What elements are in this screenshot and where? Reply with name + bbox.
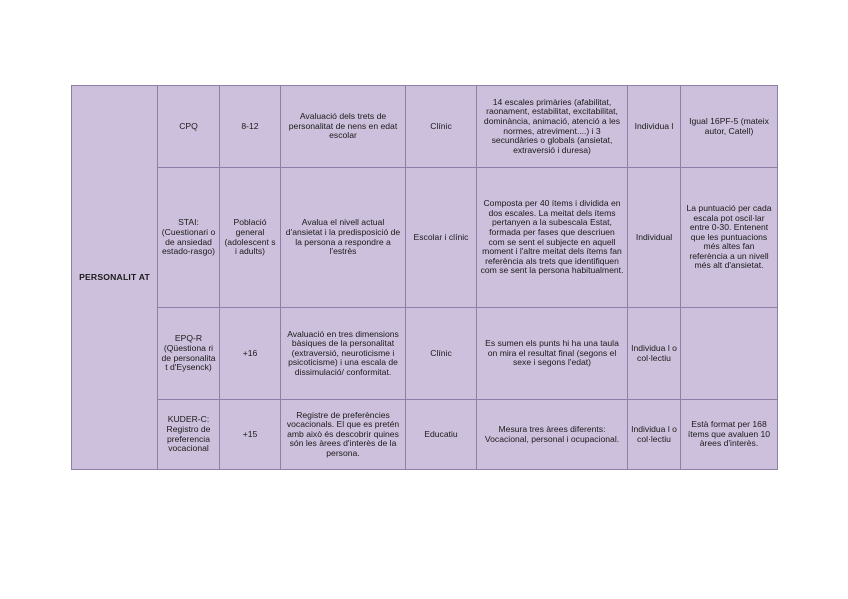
area-cell: Educatiu (406, 400, 477, 470)
application-cell: Individual (628, 168, 681, 308)
area-cell: Clínic (406, 86, 477, 168)
structure-cell: 14 escales primàries (afabilitat, raonament, estabilitat, excitabilitat, dominància, animació, atenció a les normes, atreviment....) i 3 secundàries o globals (ansietat, extraversió i duresa) (477, 86, 628, 168)
notes-cell: Igual 16PF-5 (mateix autor, Catell) (681, 86, 778, 168)
personality-tests-table (71, 85, 778, 470)
description-cell: Avaluació en tres dimensions bàsiques de la personalitat (extraversió, neuroticisme i psicoticisme) i una escala de dissimulació/ conformitat. (281, 308, 406, 400)
notes-cell: La puntuació per cada escala pot oscil·lar entre 0-30. Entenent que les puntuacions més altes fan referència a un nivell més alt d'ansietat. (681, 168, 778, 308)
application-cell: Individua l o col·lectiu (628, 308, 681, 400)
notes-cell: Està format per 168 ítems que avaluen 10 àrees d'interès. (681, 400, 778, 470)
structure-cell: Es sumen els punts hi ha una taula on mira el resultat final (segons el sexe i segons l'edat) (477, 308, 628, 400)
area-cell: Escolar i clínic (406, 168, 477, 308)
notes-cell (681, 308, 778, 400)
description-cell: Avalua el nivell actual d'ansietat i la predisposició de la persona a respondre a l'estrès (281, 168, 406, 308)
description-cell: Registre de preferències vocacionals. El que es pretén amb això és descobrir quines són les àrees d'interès de la persona. (281, 400, 406, 470)
age-cell: 8-12 (220, 86, 281, 168)
test-name-cell: EPQ-R (Qüestiona ri de personalita t d'Eysenck) (158, 308, 220, 400)
test-name-cell: KUDER-C: Registro de preferencia vocacional (158, 400, 220, 470)
structure-cell: Composta per 40 ítems i dividida en dos escales. La meitat dels ítems pertanyen a la subescala Estat, formada per fases que descriuen com se sent el subjecte en aquell moment i l'altre meitat dels ítems fan referència als trets que identifiquen com se sent la persona habitualment. (477, 168, 628, 308)
area-cell: Clínic (406, 308, 477, 400)
description-cell: Avaluació dels trets de personalitat de nens en edat escolar (281, 86, 406, 168)
test-name-cell: CPQ (158, 86, 220, 168)
category-cell: PERSONALIT AT (72, 86, 158, 470)
application-cell: Individua l (628, 86, 681, 168)
age-cell: +16 (220, 308, 281, 400)
table-row (72, 168, 778, 308)
age-cell: +15 (220, 400, 281, 470)
table-row (72, 86, 778, 168)
table-row (72, 308, 778, 400)
application-cell: Individua l o col·lectiu (628, 400, 681, 470)
age-cell: Població general (adolescent s i adults) (220, 168, 281, 308)
test-name-cell: STAI: (Cuestionari o de ansiedad estado-rasgo) (158, 168, 220, 308)
table-row (72, 400, 778, 470)
structure-cell: Mesura tres àrees diferents: Vocacional, personal i ocupacional. (477, 400, 628, 470)
